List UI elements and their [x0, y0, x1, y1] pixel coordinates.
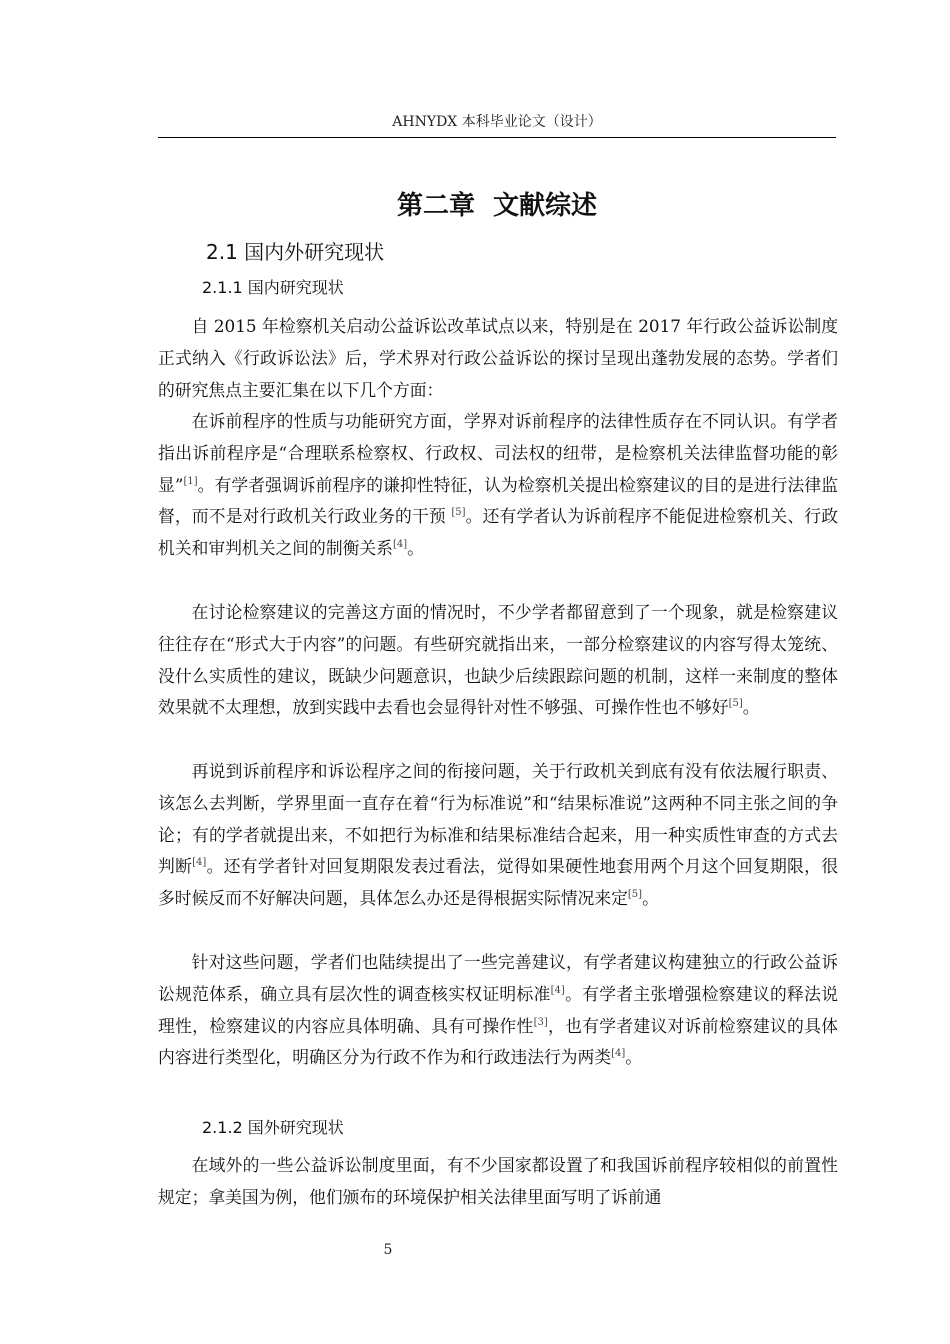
paragraph-text: 。还有学者认为诉前程序不能促进检察机关、行政机关和审判机关之间的制衡关系 [158, 506, 838, 559]
paragraph [158, 1150, 838, 1214]
paragraph [158, 597, 838, 724]
paragraph-text: 。 [642, 888, 659, 909]
paragraph-text: 。有学者强调诉前程序的谦抑性特征，认为检察机关提出检察建议的目的是进行法律监督，而不是对行政机关行政业务的干预 [158, 474, 838, 527]
paragraph-text: 。有学者主张增强检察建议的释法说理性，检察建议的内容应具体明确、具有可操作性 [158, 983, 838, 1036]
paragraph [158, 947, 838, 1074]
citation-marker: [4] [550, 984, 565, 996]
paragraph-text: 。 [407, 538, 424, 559]
paragraph-text: 在域外的一些公益诉讼制度里面，有不少国家都设置了和我国诉前程序较相似的前置性规定；拿美国为例，他们颁布的环境保护相关法律里面写明了诉前通 [158, 1155, 838, 1207]
paragraph-text: 。 [742, 697, 760, 718]
paragraph [158, 311, 838, 406]
paragraph-text: 在讨论检察建议的完善这方面的情况时，不少学者都留意到了一个现象，就是检察建议往往存在“形式大于内容”的问题。有些研究就指出来，一部分检察建议的内容写得太笼统、没什么实质性的建议，既缺少问题意识，也缺少后续跟踪问题的机制，这样一来制度的整体效果就不太理想，放到实践中去看也会显得针对性不够强、可操作性也不够好 [158, 602, 838, 718]
paragraph-text: 针对这些问题，学者们也陆续提出了一些完善建议，有学者建议构建独立的行政公益诉讼规范体系，确立具有层次性的调查核实权证明标准 [158, 952, 838, 1004]
subsection-heading-foreign: 2.1.2 国外研究现状 [202, 1118, 344, 1137]
paragraph-text: ，也有学者建议对诉前检察建议的具体内容进行类型化，明确区分为行政不作为和行政违法行为两类 [158, 1015, 838, 1068]
paragraph-text: 。 [625, 1047, 643, 1068]
paragraph-text: 。还有学者针对回复期限发表过看法，觉得如果硬性地套用两个月这个回复期限，很多时候反而不好解决问题，具体怎么办还是得根据实际情况来定 [158, 856, 838, 909]
citation-marker: [5] [728, 698, 743, 710]
chapter-title: 第二章 文献综述 [396, 191, 598, 221]
section-heading: 2.1 国内外研究现状 [206, 240, 385, 264]
paragraph-text: 再说到诉前程序和诉讼程序之间的衔接问题，关于行政机关到底有没有依法履行职责、该怎么去判断，学界里面一直存在着“行为标准说”和“结果标准说”这两种不同主张之间的争论；有的学者就提出来，不如把行为标准和结果标准结合起来，用一种实质性审查的方式去判断 [158, 761, 838, 877]
citation-marker: [3] [533, 1016, 548, 1028]
page-number: 5 [383, 1242, 393, 1258]
citation-marker: [5] [451, 507, 466, 519]
citation-marker: [4] [392, 539, 408, 551]
paragraph [158, 406, 838, 565]
citation-marker: [4] [611, 1048, 626, 1060]
header-rule [158, 137, 836, 138]
citation-marker: [4] [192, 857, 207, 869]
paragraph-text: 在诉前程序的性质与功能研究方面，学界对诉前程序的法律性质存在不同认识。有学者指出诉前程序是“合理联系检察权、行政权、司法权的纽带，是检察机关法律监督功能的彰显” [158, 411, 838, 495]
paragraph-text: 自 2015 年检察机关启动公益诉讼改革试点以来，特别是在 2017 年行政公益诉讼制度正式纳入《行政诉讼法》后，学术界对行政公益诉讼的探讨呈现出蓬勃发展的态势。学者们的研究焦点主要汇集在以下几个方面： [158, 316, 838, 400]
subsection-heading-domestic: 2.1.1 国内研究现状 [202, 278, 344, 297]
paragraph [158, 756, 838, 915]
citation-marker: [5] [627, 889, 643, 901]
citation-marker: [1] [183, 475, 198, 487]
page-header: AHNYDX 本科毕业论文（设计） [392, 114, 602, 130]
